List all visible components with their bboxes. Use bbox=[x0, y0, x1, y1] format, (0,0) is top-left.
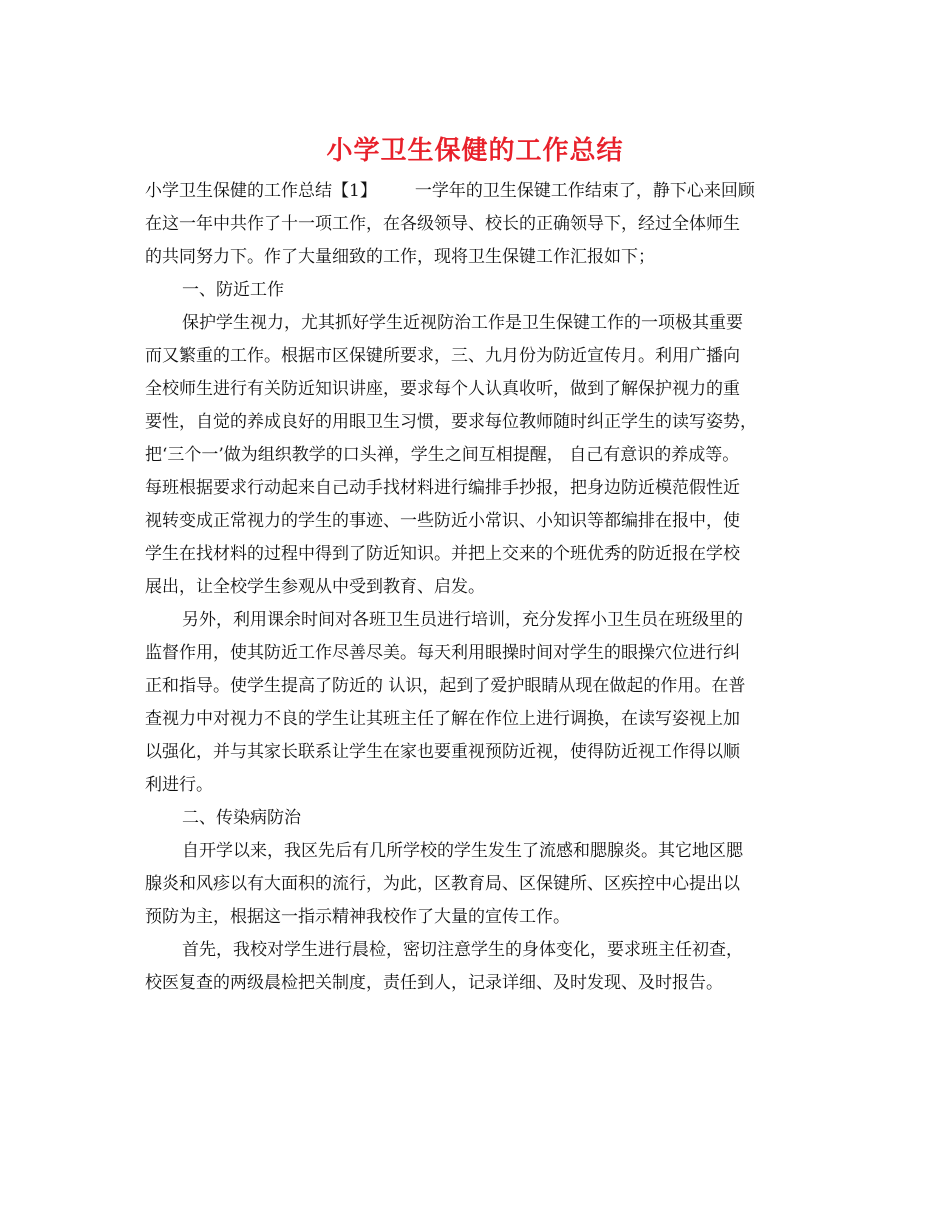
paragraph-line: 正和指导。使学生提高了防近的 认识，起到了爱护眼睛从现在做起的作用。在普 bbox=[145, 676, 746, 696]
section-heading: 一、防近工作 bbox=[182, 280, 284, 300]
paragraph-line: 自开学以来，我区先后有几所学校的学生发生了流感和腮腺炎。其它地区腮 bbox=[182, 841, 743, 861]
intro-line: 的共同努力下。作了大量细致的工作，现将卫生保键工作汇报如下； bbox=[145, 247, 655, 267]
section-heading: 二、传染病防治 bbox=[182, 808, 301, 828]
intro-line bbox=[145, 175, 815, 208]
paragraph-line: 监督作用，使其防近工作尽善尽美。每天利用眼操时间对学生的眼操穴位进行纠 bbox=[145, 643, 740, 663]
paragraph-line: 每班根据要求行动起来自己动手找材料进行编排手抄报，把身边防近模范假性近 bbox=[145, 478, 740, 498]
paragraph-line: 全校师生进行有关防近知识讲座，要求每个人认真收听，做到了解保护视力的重 bbox=[145, 379, 740, 399]
paragraph-line: 视转变成正常视力的学生的事迹、一些防近小常识、小知识等都编排在报中，使 bbox=[145, 511, 740, 531]
paragraph-line: 以强化，并与其家长联系让学生在家也要重视预防近视，使得防近视工作得以顺 bbox=[145, 742, 740, 762]
paragraph-line: 而又繁重的工作。根据市区保键所要求，三、九月份为防近宣传月。利用广播向 bbox=[145, 346, 740, 366]
paragraph-line: 展出，让全校学生参观从中受到教育、启发。 bbox=[145, 577, 485, 597]
paragraph-line: 腺炎和风疹以有大面积的流行，为此，区教育局、区保键所、区疾控中心提出以 bbox=[145, 874, 740, 894]
document-title: 小学卫生保健的工作总结 bbox=[326, 136, 624, 166]
document-body bbox=[145, 175, 815, 1000]
paragraph-line: 查视力中对视力不良的学生让其班主任了解在作位上进行调换，在读写姿视上加 bbox=[145, 709, 740, 729]
paragraph-line: 要性，自觉的养成良好的用眼卫生习惯，要求每位教师随时纠正学生的读写姿势， bbox=[145, 412, 757, 432]
paragraph-line: 保护学生视力，尤其抓好学生近视防治工作是卫生保键工作的一项极其重要 bbox=[182, 313, 743, 333]
paragraph-line: 学生在找材料的过程中得到了防近知识。并把上交来的个班优秀的防近报在学校 bbox=[145, 544, 740, 564]
intro-line: 在这一年中共作了十一项工作，在各级领导、校长的正确领导下，经过全体师生 bbox=[145, 214, 740, 234]
paragraph-line: 预防为主，根据这一指示精神我校作了大量的宣传工作。 bbox=[145, 907, 570, 927]
paragraph-line: 利进行。 bbox=[145, 775, 213, 795]
paragraph-line: 把‘三个一’做为组织教学的口头禅，学生之间互相提醒， 自己有意识的养成等。 bbox=[145, 445, 740, 465]
paragraph-line: 校医复查的两级晨检把关制度，责任到人，记录详细、及时发现、及时报告。 bbox=[145, 973, 723, 993]
paragraph-line: 另外，利用课余时间对各班卫生员进行培训，充分发挥小卫生员在班级里的 bbox=[182, 610, 743, 630]
intro-prefix: 小学卫生保健的工作总结【1】 bbox=[145, 181, 377, 201]
intro-text: 一学年的卫生保键工作结束了，静下心来回顾 bbox=[414, 181, 755, 201]
paragraph-line: 首先，我校对学生进行晨检，密切注意学生的身体变化，要求班主任初查， bbox=[182, 940, 743, 960]
